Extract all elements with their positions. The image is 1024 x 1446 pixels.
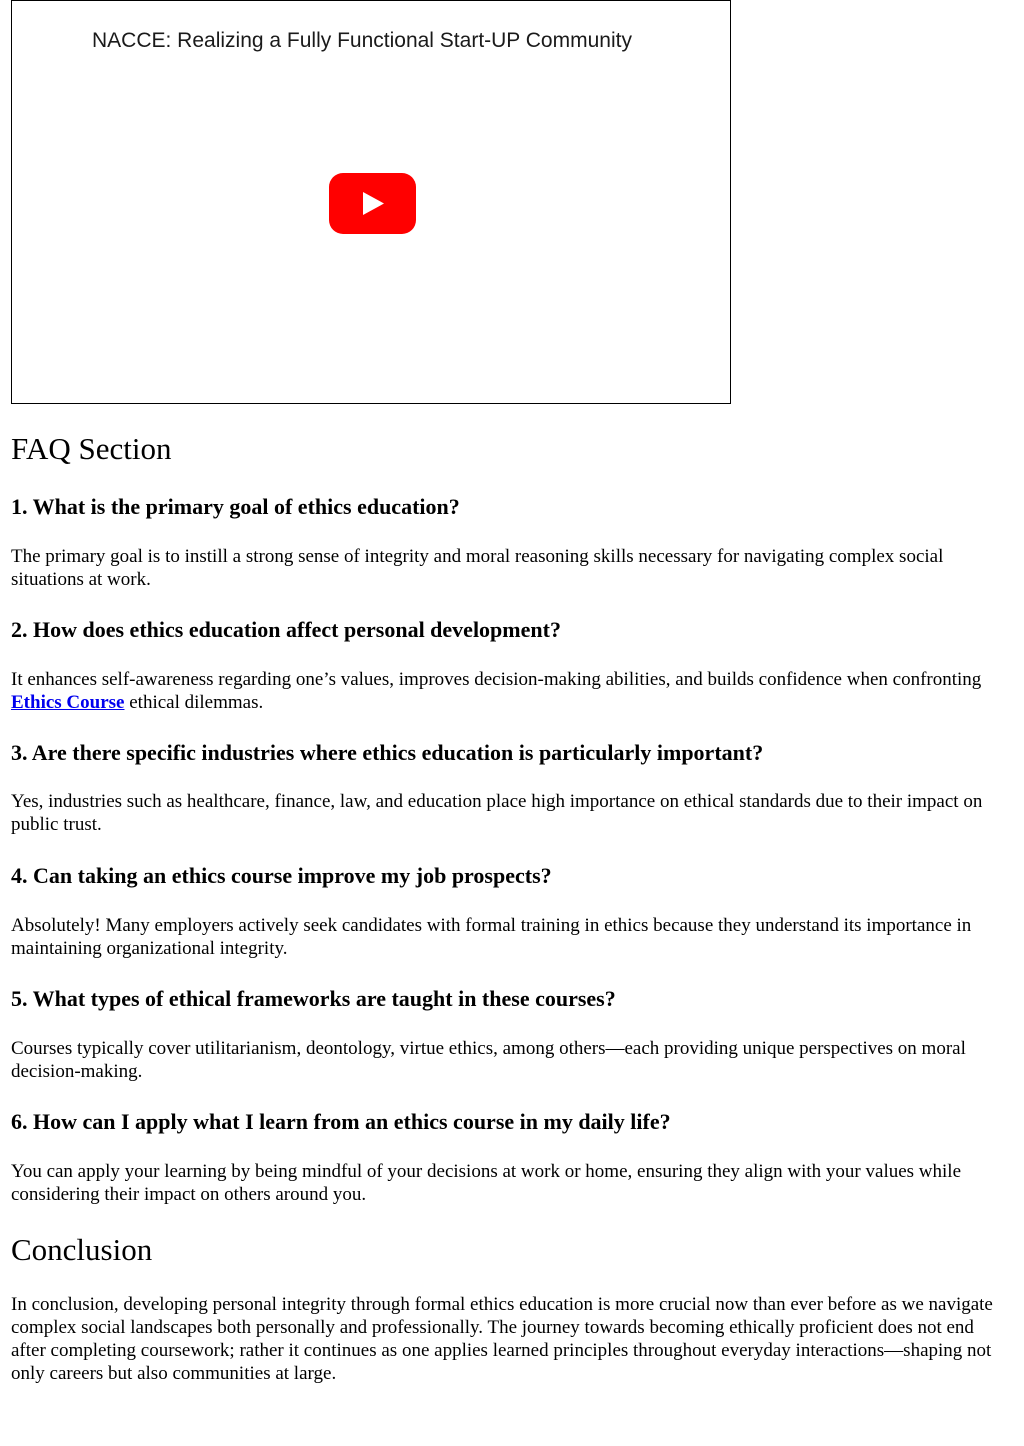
faq-answer-1: The primary goal is to instill a strong sense of integrity and moral reasoning skills necessary for navigating complex social situations at work. (11, 546, 944, 590)
faq-answer-6: You can apply your learning by being mindful of your decisions at work or home, ensuring they align with your values while considering their impact on others around you. (11, 1161, 962, 1205)
conclusion-text: In conclusion, developing personal integrity through formal ethics education is more crucial now than ever before as we navigate complex social landscapes both personally and professionally. The journey towards becoming ethically proficient does not end after completing coursework; rather it continues as one applies learned principles throughout everyday interactions—shaping not only careers but also communities at large. (11, 1294, 993, 1384)
faq-question-3: 3. Are there specific industries where ethics education is particularly important? (11, 740, 764, 765)
conclusion-heading: Conclusion (11, 1232, 153, 1267)
faq-heading: FAQ Section (11, 431, 172, 466)
faq-question-5: 5. What types of ethical frameworks are taught in these courses? (11, 986, 616, 1011)
ethics-course-link[interactable]: Ethics Course (11, 692, 125, 713)
faq-answer-3: Yes, industries such as healthcare, finance, law, and education place high importance on ethical standards due to their impact on public trust. (11, 791, 983, 835)
faq-question-2: 2. How does ethics education affect personal development? (11, 617, 561, 642)
video-embed[interactable] (11, 0, 731, 404)
faq-answer-2 (11, 668, 1006, 714)
faq-answer-2-after: ethical dilemmas. (124, 692, 264, 713)
youtube-play-icon[interactable] (329, 173, 416, 234)
faq-answer-4: Absolutely! Many employers actively seek candidates with formal training in ethics because they understand its importance in maintaining organizational integrity. (11, 915, 972, 959)
faq-question-1: 1. What is the primary goal of ethics education? (11, 494, 460, 519)
faq-question-4: 4. Can taking an ethics course improve my job prospects? (11, 863, 552, 888)
faq-answer-5: Courses typically cover utilitarianism, deontology, virtue ethics, among others—each providing unique perspectives on moral decision-making. (11, 1038, 966, 1082)
play-button[interactable] (329, 173, 416, 234)
faq-answer-2-before: It enhances self-awareness regarding one’s values, improves decision-making abilities, and builds confidence when confronting (11, 669, 982, 690)
article-content (11, 0, 1011, 1384)
faq-question-6: 6. How can I apply what I learn from an ethics course in my daily life? (11, 1109, 671, 1134)
video-title[interactable]: NACCE: Realizing a Fully Functional Start-UP Community (92, 29, 632, 52)
